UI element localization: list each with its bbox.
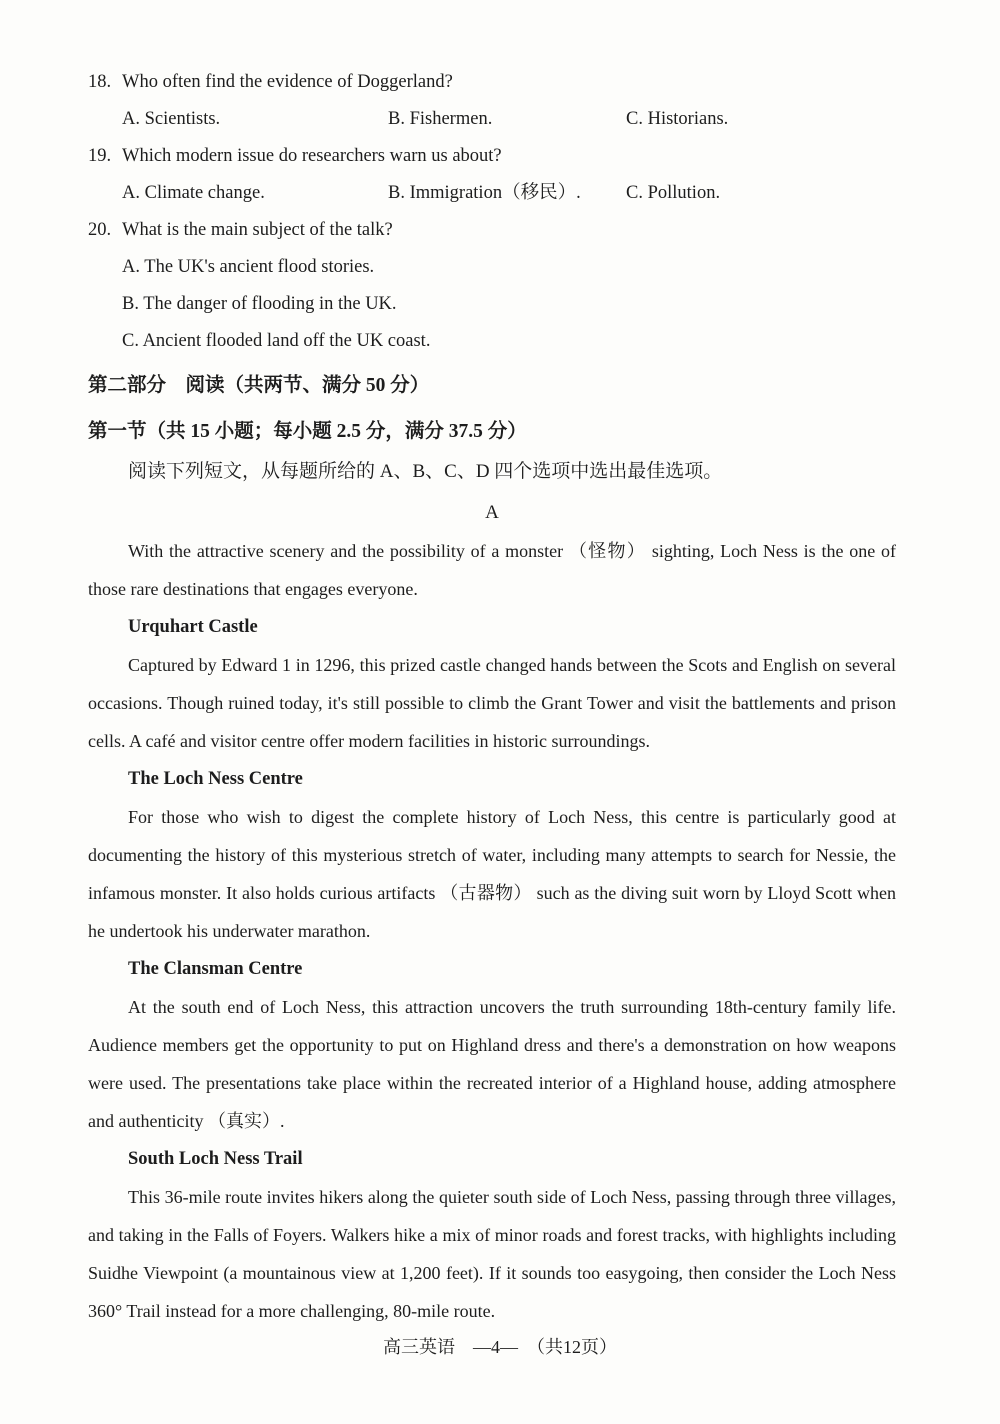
passage-subheading-clansman-centre: The Clansman Centre	[128, 959, 303, 979]
passage-intro: With the attractive scenery and the possibility of a monster （怪物） sighting, Loch Ness is the one of those rare destinations that engages everyone.	[88, 541, 896, 599]
listening-questions-section	[88, 64, 896, 360]
passage-label: A	[485, 502, 499, 523]
passage-subheading-loch-ness-centre: The Loch Ness Centre	[128, 769, 303, 789]
question-number: 20.	[88, 220, 112, 240]
question-text: What is the main subject of the talk?	[122, 220, 393, 240]
passage-a	[88, 532, 896, 1330]
question-line	[88, 138, 896, 175]
passage-paragraph: This 36-mile route invites hikers along the quieter south side of Loch Ness, passing through three villages, and taking in the Falls of Foyers. Walkers hike a mix of minor roads and forest tracks, with highlights including Suidhe Viewpoint (a mountainous view at 1,200 feet). If it sounds too easygoing, then consider the Loch Ness 360° Trail instead for a more challenging, 80-mile route.	[88, 1187, 896, 1321]
option-a: A. Scientists.	[122, 109, 221, 129]
options-row	[122, 175, 896, 212]
passage-paragraph: For those who wish to digest the complete history of Loch Ness, this centre is particularly good at documenting the history of this mysterious stretch of water, including many attempts to search for Nessie, the infamous monster. It also holds curious artifacts （古器物） such as the diving suit worn by Lloyd Scott when he undertook his underwater marathon.	[88, 807, 896, 941]
passage-subheading-south-loch-ness-trail: South Loch Ness Trail	[128, 1149, 303, 1169]
question-19	[88, 138, 896, 212]
reading-section-header	[88, 366, 896, 532]
part-heading: 第二部分 阅读（共两节、满分 50 分）	[88, 375, 430, 396]
passage-subheading-urquhart-castle: Urquhart Castle	[128, 617, 258, 637]
question-text: Which modern issue do researchers warn us about?	[122, 146, 502, 166]
question-line	[88, 64, 896, 101]
option-b: B. Immigration（移民）.	[388, 183, 581, 203]
question-number: 19.	[88, 146, 112, 166]
question-20	[88, 212, 896, 360]
passage-paragraph: Captured by Edward 1 in 1296, this prized castle changed hands between the Scots and English on several occasions. Though ruined today, it's still possible to climb the Grant Tower and visit the battlements and prison cells. A café and visitor centre offer modern facilities in historic surroundings.	[88, 655, 896, 751]
option-c: C. Ancient flooded land off the UK coast.	[122, 331, 431, 351]
question-text: Who often find the evidence of Doggerland?	[122, 72, 453, 92]
option-c: C. Historians.	[626, 109, 729, 129]
page-footer: 高三英语 —4— （共12页）	[383, 1337, 617, 1357]
options-row	[122, 101, 896, 138]
question-18	[88, 64, 896, 138]
question-line	[88, 212, 896, 249]
option-a: A. Climate change.	[122, 183, 265, 203]
node-heading: 第一节（共 15 小题；每小题 2.5 分，满分 37.5 分）	[88, 421, 527, 442]
question-number: 18.	[88, 72, 112, 92]
option-a: A. The UK's ancient flood stories.	[122, 257, 375, 277]
instructions-line: 阅读下列短文，从每题所给的 A、B、C、D 四个选项中选出最佳选项。	[128, 461, 723, 482]
passage-paragraph: At the south end of Loch Ness, this attraction uncovers the truth surrounding 18th-century family life. Audience members get the opportunity to put on Highland dress and there's a demonstration on how weapons were used. The presentations take place within the recreated interior of a Highland house, adding atmosphere and authenticity （真实）.	[88, 997, 896, 1131]
option-c: C. Pollution.	[626, 183, 721, 203]
option-b: B. Fishermen.	[388, 109, 493, 129]
option-b: B. The danger of flooding in the UK.	[122, 294, 397, 314]
